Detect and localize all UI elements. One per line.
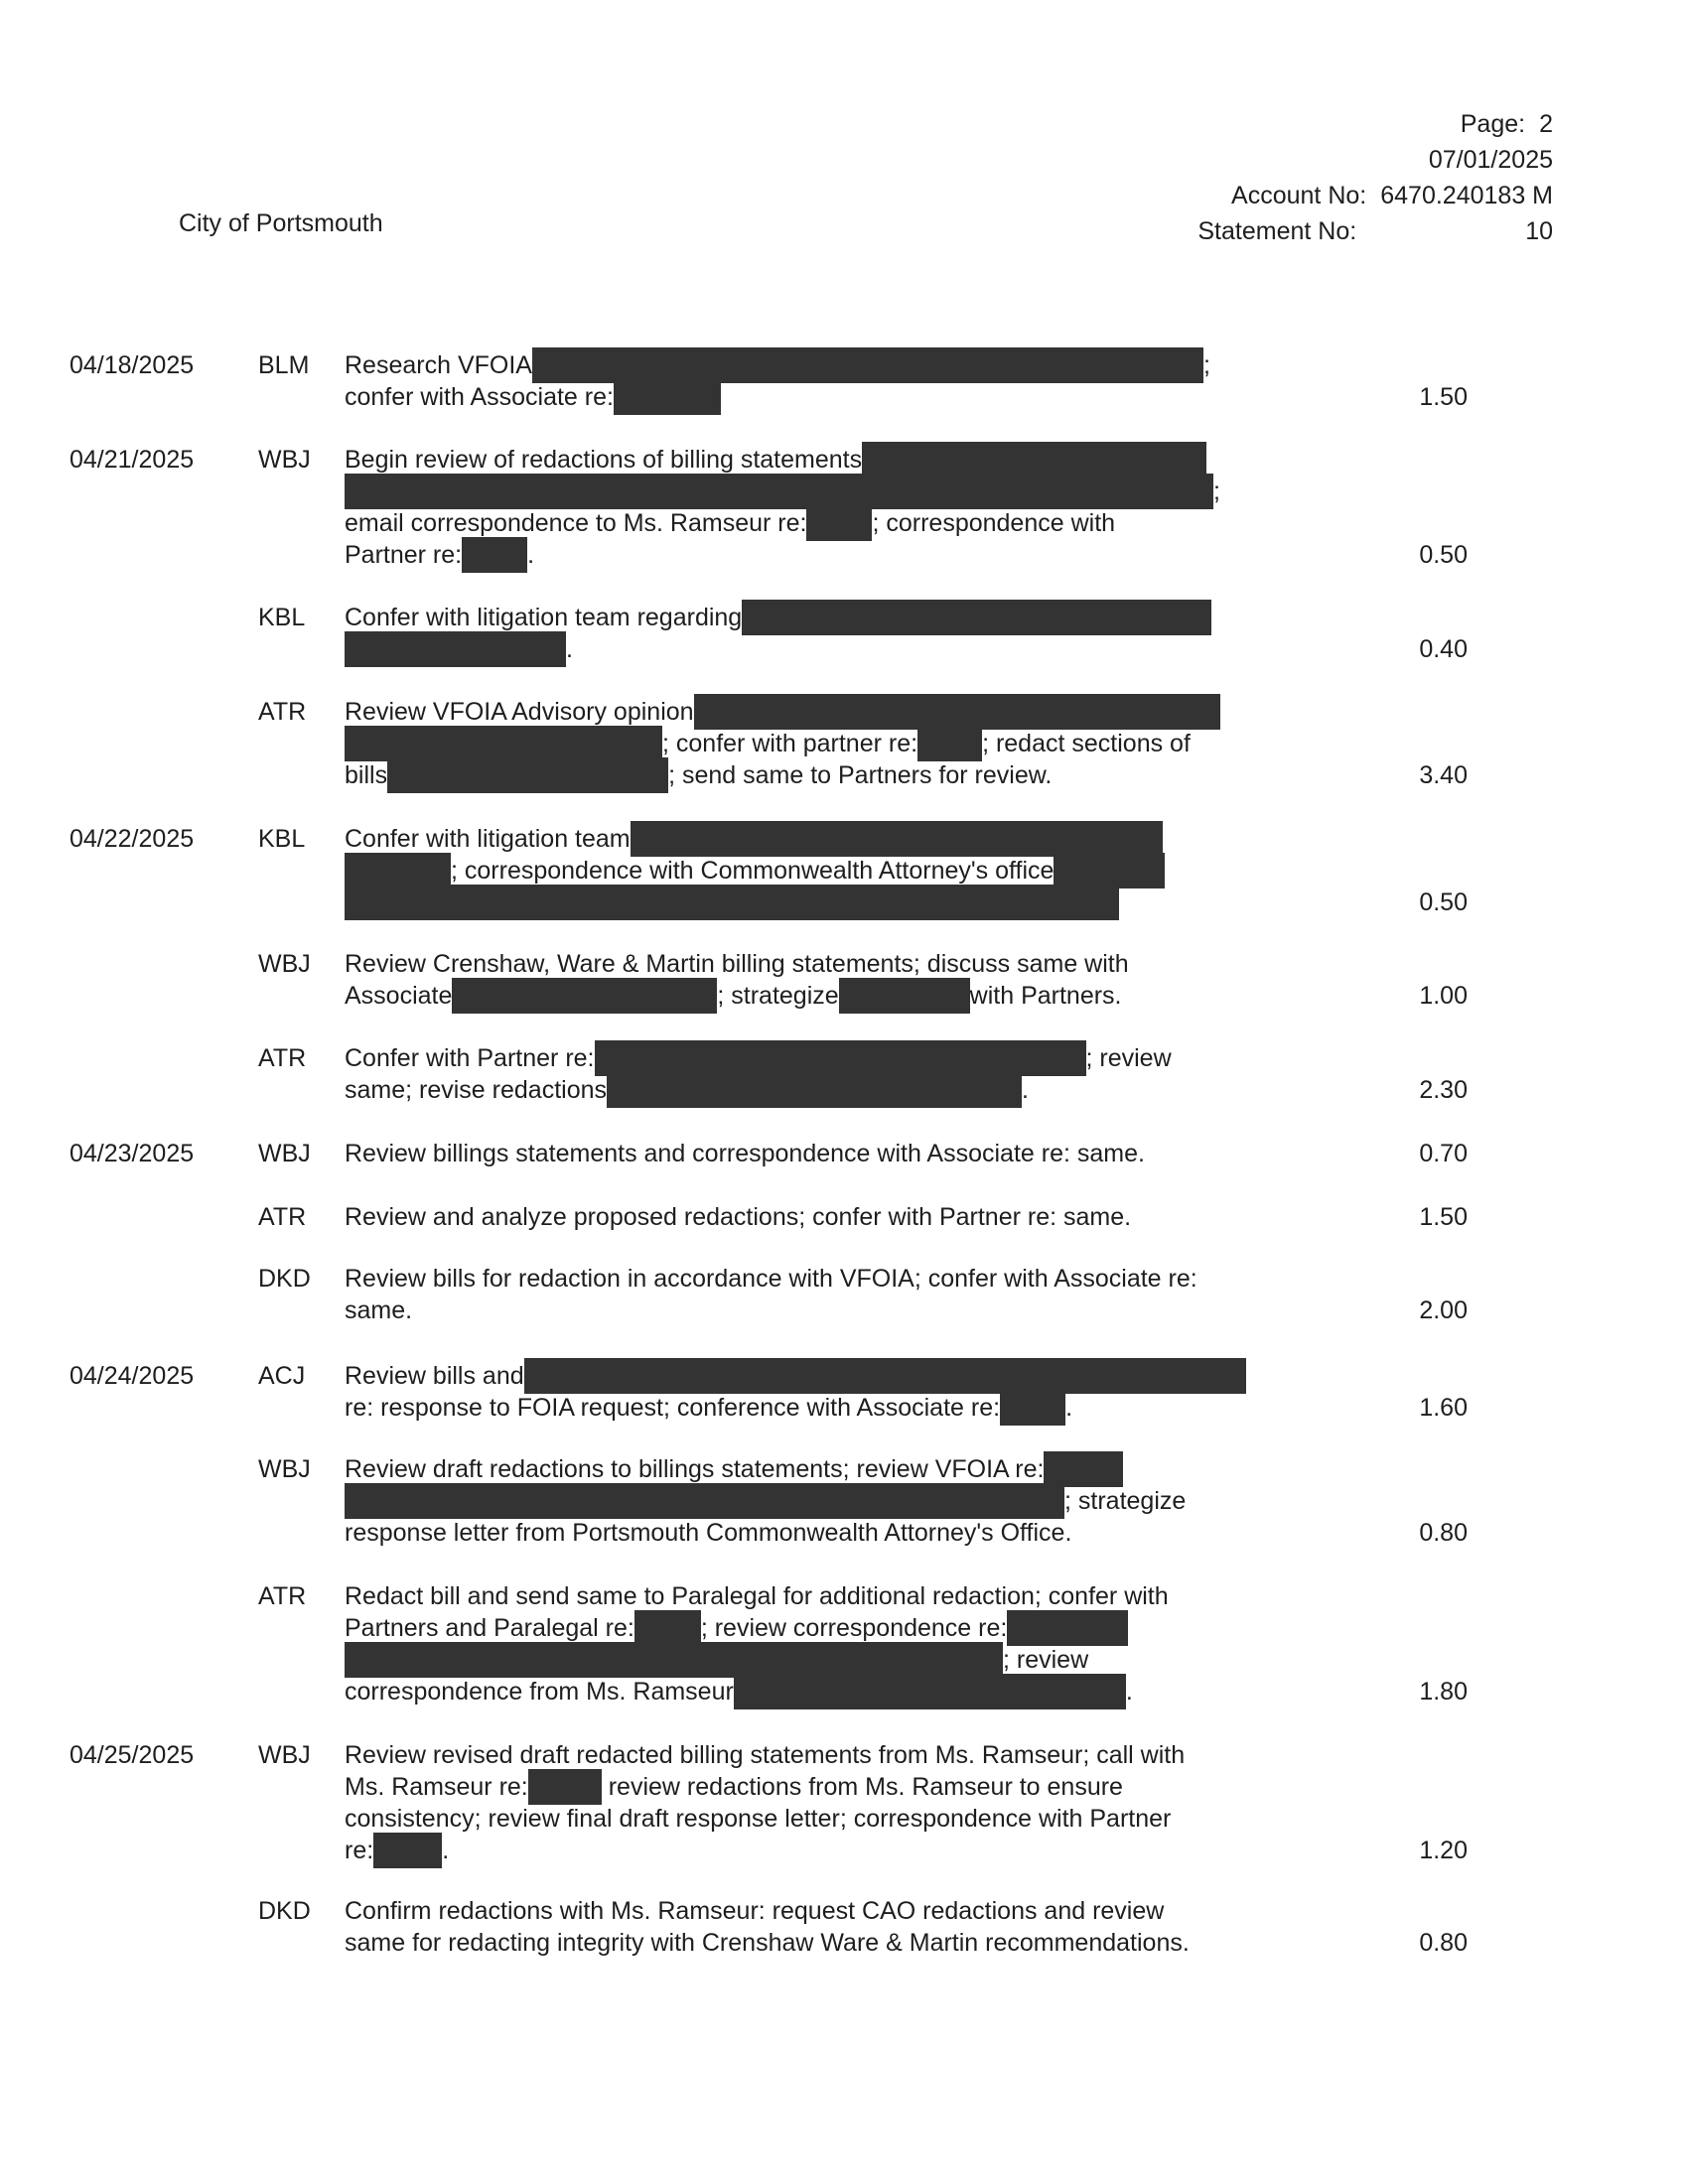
redaction-block [345,1483,1064,1519]
description-text: ; confer with partner re: [662,730,918,757]
description-line [345,1612,1288,1644]
description-text: Review bills and [345,1362,524,1390]
entry-description [345,1360,1288,1424]
redaction-block [1007,1610,1128,1646]
description-text: Review revised draft redacted billing statements from Ms. Ramseur; call with [345,1741,1186,1769]
description-text: Research VFOIA [345,351,532,379]
description-line [345,1138,1288,1169]
description-text: bills [345,761,388,789]
description-text: confer with Associate re: [345,383,614,411]
timekeeper-initials: WBJ [258,446,311,474]
redaction-block [387,757,668,793]
description-text: ; strategize [1064,1487,1187,1515]
description-text: Associate [345,982,453,1010]
description-line [345,1201,1288,1233]
redaction-block [614,379,721,415]
description-text: review redactions from Ms. Ramseur to ensure [601,1773,1123,1801]
entry-hours: 0.70 [1419,1140,1468,1167]
redaction-block [345,631,566,667]
description-line [345,602,1288,633]
description-line [345,444,1288,476]
description-line [345,1392,1288,1424]
redaction-block [532,347,1203,383]
description-text: Review and analyze proposed redactions; confer with Partner re: same. [345,1203,1132,1231]
account-label: Account No: [1231,182,1367,209]
description-text: Confer with Partner re: [345,1044,595,1072]
description-line [345,1739,1288,1771]
timekeeper-initials: ATR [258,1044,307,1072]
timekeeper-initials: KBL [258,825,306,853]
redaction-block [1044,1451,1123,1487]
timekeeper-initials: WBJ [258,1455,311,1483]
description-line [345,1517,1288,1549]
description-line [345,696,1288,728]
description-text: Review billings statements and correspondence with Associate re: same. [345,1140,1145,1167]
page-number: 2 [1539,110,1553,138]
description-text: same. [345,1297,413,1324]
redaction-block [607,1072,1022,1108]
entry-description [345,823,1288,918]
timekeeper-initials: ATR [258,1582,307,1610]
entry-date: 04/23/2025 [70,1140,195,1167]
entry-hours: 2.00 [1419,1297,1468,1324]
description-line [345,1263,1288,1295]
redaction-block [1000,1390,1065,1426]
entry-date: 04/22/2025 [70,825,195,853]
entry-hours: 1.80 [1419,1678,1468,1706]
description-line [345,1835,1288,1866]
entry-hours: 1.60 [1419,1394,1468,1422]
entry-hours: 1.50 [1419,1203,1468,1231]
description-text: Partners and Paralegal re: [345,1614,634,1642]
client-name: City of Portsmouth [179,209,383,237]
redaction-block [1054,853,1165,888]
redaction-block [373,1833,442,1868]
entry-hours: 0.80 [1419,1519,1468,1547]
description-text: . [527,541,535,569]
description-text: ; redact sections of [982,730,1191,757]
page-label: Page: [1460,110,1526,138]
description-line [345,1074,1288,1106]
entry-description [345,1739,1288,1866]
statement-date: 07/01/2025 [1428,146,1553,174]
entry-date: 04/24/2025 [70,1362,195,1390]
description-text: consistency; review final draft response letter; correspondence with Partner [345,1805,1172,1833]
description-text: ; [1213,478,1220,505]
description-text: . [1022,1076,1029,1104]
redaction-block [345,1642,1003,1678]
description-text: Review Crenshaw, Ware & Martin billing statements; discuss same with [345,950,1129,978]
entry-description [345,948,1288,1012]
description-text: Partner re: [345,541,463,569]
entry-hours: 1.50 [1419,383,1468,411]
description-text: ; [1202,351,1210,379]
description-text: Review bills for redaction in accordance with VFOIA; confer with Associate re: [345,1265,1197,1293]
description-text: ; strategize [717,982,839,1010]
description-text: re: response to FOIA request; conference with Associate re: [345,1394,1001,1422]
description-text: Begin review of redactions of billing statements [345,446,863,474]
timekeeper-initials: KBL [258,604,306,631]
entry-description [345,696,1288,791]
redaction-block [345,726,662,761]
description-line [345,1927,1288,1959]
redaction-block [694,694,1220,730]
entry-description [345,1895,1288,1959]
description-text: ; correspondence with [872,509,1116,537]
entry-hours: 1.00 [1419,982,1468,1010]
description-text: with Partners. [969,982,1122,1010]
entry-hours: 0.50 [1419,888,1468,916]
redaction-block [631,821,1163,857]
description-text: re: [345,1837,374,1864]
redaction-block [345,853,451,888]
description-line [345,476,1288,507]
entry-description [345,1138,1288,1169]
entry-date: 04/18/2025 [70,351,195,379]
timekeeper-initials: WBJ [258,1140,311,1167]
redaction-block [839,978,970,1014]
description-line [345,759,1288,791]
description-text: response letter from Portsmouth Commonwealth Attorney's Office. [345,1519,1072,1547]
description-text: Confer with litigation team regarding [345,604,743,631]
redaction-block [742,600,1211,635]
description-text: same; revise redactions [345,1076,608,1104]
entry-description [345,349,1288,413]
description-line [345,948,1288,980]
redaction-block [524,1358,1246,1394]
description-text: ; review [1003,1646,1089,1674]
description-text: . [442,1837,450,1864]
entry-hours: 3.40 [1419,761,1468,789]
description-line [345,1295,1288,1326]
redaction-block [345,885,1119,920]
description-line [345,980,1288,1012]
description-line [345,1895,1288,1927]
description-line [345,823,1288,855]
timekeeper-initials: WBJ [258,950,311,978]
entry-description [345,1201,1288,1233]
redaction-block [462,537,527,573]
description-line [345,728,1288,759]
description-line [345,381,1288,413]
description-text: . [566,635,573,663]
entry-hours: 0.40 [1419,635,1468,663]
description-line [345,1803,1288,1835]
description-line [345,507,1288,539]
description-text: same for redacting integrity with Crenshaw Ware & Martin recommendations. [345,1929,1190,1957]
entry-description [345,444,1288,571]
entry-date: 04/21/2025 [70,446,195,474]
statement-label: Statement No: [1197,217,1357,245]
description-line [345,1485,1288,1517]
statement-header [1092,106,1553,249]
description-line [345,349,1288,381]
description-line [345,1676,1288,1707]
statement-number: 10 [1525,217,1553,245]
timekeeper-initials: DKD [258,1897,311,1925]
entry-description [345,1042,1288,1106]
entry-description [345,1263,1288,1326]
description-line [345,887,1288,918]
timekeeper-initials: BLM [258,351,310,379]
timekeeper-initials: ATR [258,1203,307,1231]
description-text: correspondence from Ms. Ramseur [345,1678,734,1706]
timekeeper-initials: ACJ [258,1362,306,1390]
description-line [345,633,1288,665]
redaction-block [917,726,982,761]
entry-hours: 0.80 [1419,1929,1468,1957]
timekeeper-initials: WBJ [258,1741,311,1769]
description-text: Review draft redactions to billings statements; review VFOIA re: [345,1455,1045,1483]
redaction-block [452,978,717,1014]
description-line [345,1580,1288,1612]
redaction-block [634,1610,701,1646]
entry-description [345,1580,1288,1707]
description-line [345,1042,1288,1074]
description-line [345,539,1288,571]
description-text: Review VFOIA Advisory opinion [345,698,694,726]
description-text: ; correspondence with Commonwealth Attorney's office [451,857,1055,885]
redaction-block [862,442,1206,478]
description-line [345,855,1288,887]
description-line [345,1771,1288,1803]
description-text: . [1065,1394,1073,1422]
timekeeper-initials: ATR [258,698,307,726]
description-text: email correspondence to Ms. Ramseur re: [345,509,807,537]
description-line [345,1644,1288,1676]
timekeeper-initials: DKD [258,1265,311,1293]
redaction-block [595,1040,1086,1076]
description-line [345,1453,1288,1485]
entry-hours: 1.20 [1419,1837,1468,1864]
description-text: Confirm redactions with Ms. Ramseur: request CAO redactions and review [345,1897,1165,1925]
description-line [345,1360,1288,1392]
description-text: Redact bill and send same to Paralegal for additional redaction; confer with [345,1582,1169,1610]
description-text: . [1125,1678,1133,1706]
description-text: ; review [1085,1044,1172,1072]
account-number: 6470.240183 M [1380,182,1553,209]
redaction-block [345,474,1213,509]
redaction-block [806,505,872,541]
description-text: ; send same to Partners for review. [668,761,1053,789]
redaction-block [734,1674,1126,1709]
entry-date: 04/25/2025 [70,1741,195,1769]
description-text: Confer with litigation team [345,825,631,853]
description-text: Ms. Ramseur re: [345,1773,528,1801]
entry-hours: 2.30 [1419,1076,1468,1104]
entry-description [345,602,1288,665]
entry-hours: 0.50 [1419,541,1468,569]
redaction-block [528,1769,602,1805]
entry-description [345,1453,1288,1549]
description-text: ; review correspondence re: [700,1614,1008,1642]
